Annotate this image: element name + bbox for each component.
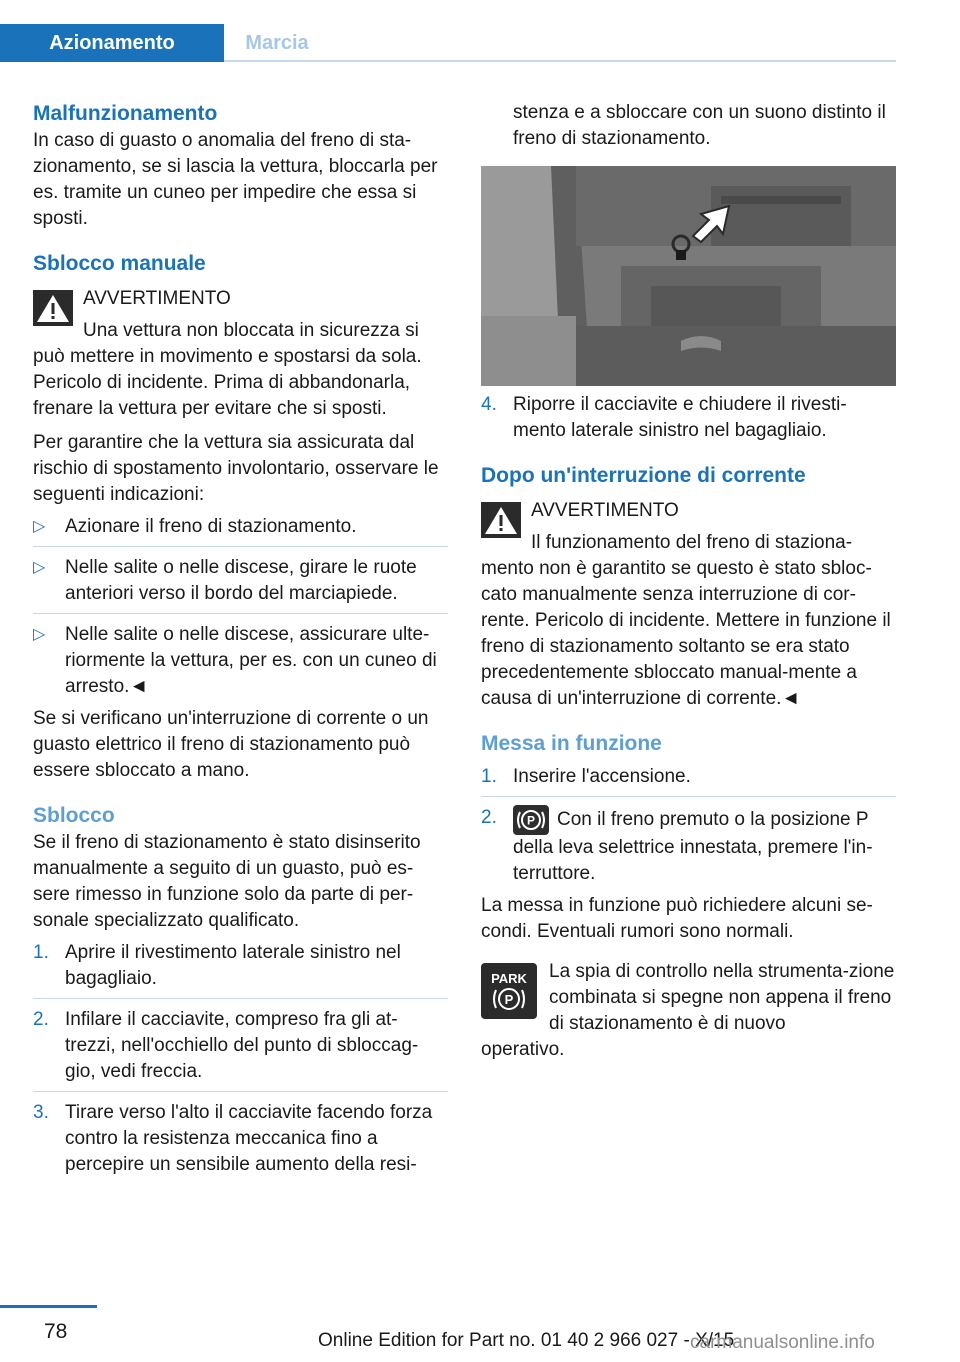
warning-title: AVVERTIMENTO bbox=[531, 500, 679, 521]
precaution-list bbox=[33, 514, 448, 700]
list-item: 3. Tirare verso l'alto il cacciavite facendo forza contro la resistenza meccanica fino a percepire un sensibile aumento della resi- bbox=[33, 1091, 448, 1178]
watermark: carmanualsonline.info bbox=[690, 1332, 875, 1353]
warning-text-rest: può mettere in movimento e spostarsi da sola. Pericolo di incidente. Prima di abbandonarla, frenare la vettura per evitare che si sposti. bbox=[33, 346, 422, 419]
park-text-rest: operativo. bbox=[481, 1039, 565, 1060]
malfunction-text: In caso di guasto o anomalia del freno di sta-zionamento, se si lascia la vettura, bloccarla per es. tramite un cuneo per impedire che essa si sposti. bbox=[33, 130, 438, 229]
commissioning-steps bbox=[481, 764, 896, 887]
precaution-intro: Per garantire che la vettura sia assicurata dal rischio di spostamento involontario, osservare le seguenti indicazioni: bbox=[33, 432, 439, 505]
left-column bbox=[33, 100, 448, 1184]
heading-unlock: Sblocco bbox=[33, 804, 115, 827]
edition-footer: Online Edition for Part no. 01 40 2 966 027 - X/15 bbox=[318, 1330, 735, 1351]
park-indicator-note bbox=[481, 959, 896, 1063]
list-item: ▷ Nelle salite o nelle discese, girare le ruote anteriori verso il bordo del marciapiede. bbox=[33, 546, 448, 607]
tab-marcia[interactable]: Marcia bbox=[245, 31, 309, 54]
heading-manual-release: Sblocco manuale bbox=[33, 252, 206, 275]
list-item: 4. Riporre il cacciavite e chiudere il rivesti-mento laterale sinistro nel bagagliaio. bbox=[481, 394, 847, 441]
continued-step-text: stenza e a sbloccare con un suono distinto il freno di stazionamento. bbox=[513, 102, 886, 149]
tab-azionamento[interactable]: Azionamento bbox=[0, 24, 224, 62]
list-item: 1. Inserire l'accensione. bbox=[481, 766, 691, 787]
warning-text-first: Una vettura non bloccata in sicurezza si bbox=[83, 320, 419, 341]
warning-title: AVVERTIMENTO bbox=[83, 288, 231, 309]
list-item: 1. Aprire il rivestimento laterale sinistro nel bagagliaio. bbox=[33, 942, 401, 989]
list-item: ▷ Nelle salite o nelle discese, assicurare ulte-riormente la vettura, per es. con un cuneo di arresto.◄ bbox=[33, 613, 448, 700]
triangle-bullet-icon: ▷ bbox=[33, 518, 46, 535]
warning-box-1 bbox=[33, 286, 448, 422]
warning-icon bbox=[33, 290, 73, 326]
triangle-bullet-icon: ▷ bbox=[33, 626, 46, 643]
park-text-first: La spia di controllo nella strumenta-zione combinata si spegne non appena il freno di stazionamento è di nuovo bbox=[549, 961, 895, 1034]
step4-list bbox=[481, 392, 896, 444]
svg-text:P: P bbox=[526, 813, 536, 828]
triangle-bullet-icon: ▷ bbox=[33, 559, 46, 576]
svg-text:PARK: PARK bbox=[491, 971, 527, 986]
trunk-release-photo bbox=[481, 166, 896, 386]
svg-text:P: P bbox=[504, 992, 514, 1007]
heading-after-power-failure: Dopo un'interruzione di corrente bbox=[481, 464, 806, 487]
heading-commissioning: Messa in funzione bbox=[481, 732, 662, 755]
chapter-tabs bbox=[0, 24, 330, 62]
list-item: ▷ Azionare il freno di stazionamento. bbox=[33, 514, 448, 540]
warning-text-rest: mento non è garantito se questo è stato sbloc-cato manualmente senza interruzione di cor-rente. Pericolo di incidente. Mettere in funzione il freno di stazionamento soltanto se era stato precedentemente sbloccato manual-mente a causa di un'interruzione di corrente.◄ bbox=[481, 558, 891, 709]
footer-rule bbox=[0, 1305, 97, 1308]
list-item: 2. P Con il freno premuto o la posizione P della leva selettrice innestata, premere l'in-terruttore. bbox=[481, 796, 896, 887]
warning-box-2 bbox=[481, 498, 896, 712]
warning-text-first: Il funzionamento del freno di staziona- bbox=[531, 532, 853, 553]
unlock-text: Se il freno di stazionamento è stato disinserito manualmente a seguito di un guasto, può es-sere rimesso in funzione solo da parte di per-sonale specializzato qualificato. bbox=[33, 832, 421, 931]
page-number: 78 bbox=[44, 1320, 68, 1343]
unlock-steps bbox=[33, 940, 448, 1178]
seconds-text: La messa in funzione può richiedere alcuni se-condi. Eventuali rumori sono normali. bbox=[481, 895, 873, 942]
list-item: 2. Infilare il cacciavite, compreso fra gli at-trezzi, nell'occhiello del punto di sbloccag-gio, vedi freccia. bbox=[33, 998, 448, 1085]
heading-malfunction: Malfunzionamento bbox=[33, 102, 218, 125]
warning-icon bbox=[481, 502, 521, 538]
parking-brake-button-icon bbox=[513, 805, 549, 835]
right-column bbox=[481, 100, 896, 1063]
park-indicator-icon bbox=[481, 963, 537, 1019]
trunk-photo-illustration bbox=[481, 166, 896, 386]
power-failure-text: Se si verificano un'interruzione di corrente o un guasto elettrico il freno di stazionamento può essere sbloccato a mano. bbox=[33, 708, 429, 781]
header-rule bbox=[224, 60, 896, 62]
